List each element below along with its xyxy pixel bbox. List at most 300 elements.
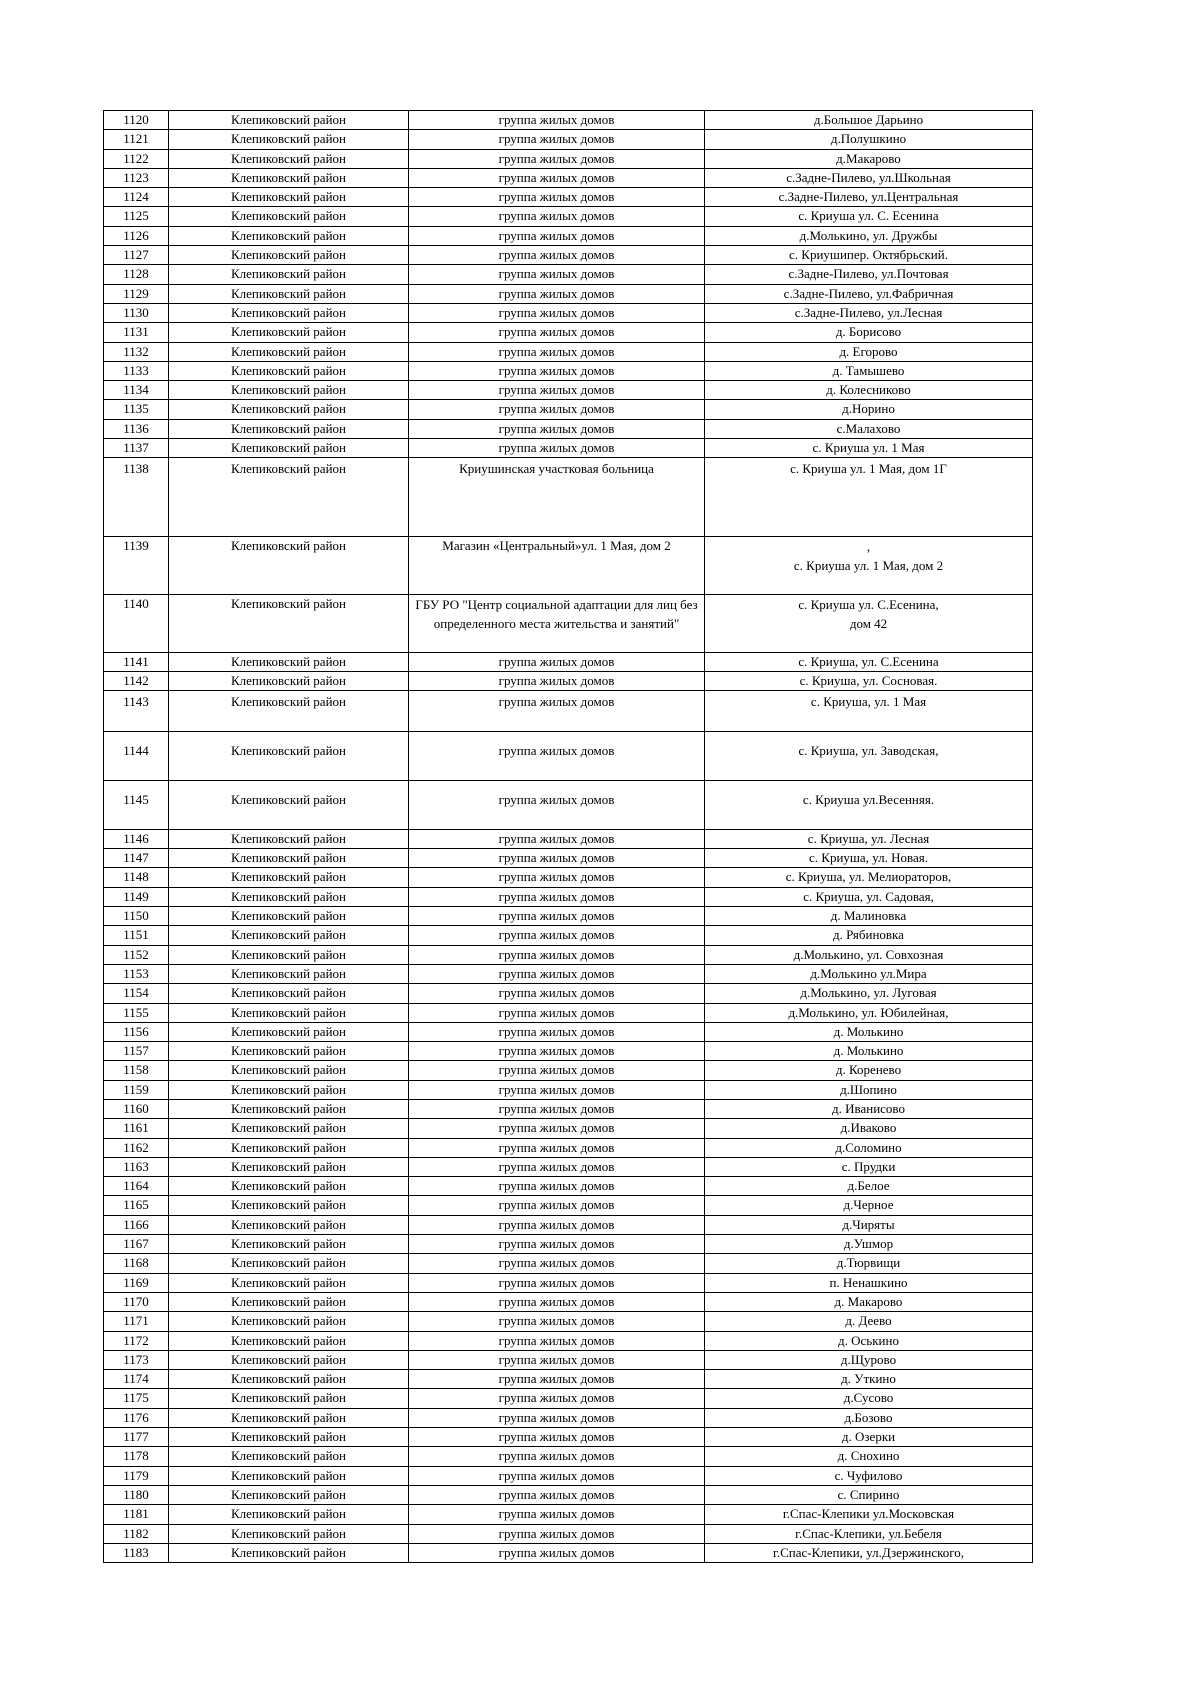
address-cell: с. Криуша ул. 1 Мая, дом 1Г: [705, 458, 1033, 537]
object-cell: группа жилых домов: [409, 246, 705, 265]
table-row: [104, 1524, 1033, 1543]
address-cell: д. Молькино: [705, 1042, 1033, 1061]
object-cell: группа жилых домов: [409, 1350, 705, 1369]
row-number-cell: 1177: [104, 1428, 169, 1447]
table-row: [104, 1157, 1033, 1176]
address-cell: с. Криуша ул. 1 Мая: [705, 439, 1033, 458]
address-cell: д.Соломино: [705, 1138, 1033, 1157]
table-row: [104, 1428, 1033, 1447]
row-number-cell: 1131: [104, 323, 169, 342]
object-cell: группа жилых домов: [409, 361, 705, 380]
address-cell: с. Криуша, ул. Лесная: [705, 829, 1033, 848]
table-row: [104, 1235, 1033, 1254]
district-cell: Клепиковский район: [169, 342, 409, 361]
object-cell: группа жилых домов: [409, 945, 705, 964]
row-number-cell: 1139: [104, 536, 169, 594]
row-number-cell: 1132: [104, 342, 169, 361]
object-cell: группа жилых домов: [409, 168, 705, 187]
address-cell: [705, 536, 1033, 594]
address-cell: с. Криуша, ул. Заводская,: [705, 732, 1033, 781]
district-cell: Клепиковский район: [169, 361, 409, 380]
address-cell: д. Колесниково: [705, 381, 1033, 400]
table-row: [104, 246, 1033, 265]
address-cell: д. Тамышево: [705, 361, 1033, 380]
row-number-cell: 1121: [104, 130, 169, 149]
district-cell: Клепиковский район: [169, 1273, 409, 1292]
district-cell: Клепиковский район: [169, 781, 409, 830]
address-cell: г.Спас-Клепики ул.Московская: [705, 1505, 1033, 1524]
table-row: [104, 672, 1033, 691]
district-cell: Клепиковский район: [169, 1138, 409, 1157]
district-cell: Клепиковский район: [169, 1215, 409, 1234]
row-number-cell: 1181: [104, 1505, 169, 1524]
address-cell: д. Егорово: [705, 342, 1033, 361]
row-number-cell: 1153: [104, 964, 169, 983]
district-cell: Клепиковский район: [169, 1177, 409, 1196]
table-row: [104, 1389, 1033, 1408]
district-cell: Клепиковский район: [169, 1157, 409, 1176]
object-cell: группа жилых домов: [409, 1080, 705, 1099]
address-cell: с. Криуша, ул. Мелиораторов,: [705, 868, 1033, 887]
object-cell: группа жилых домов: [409, 984, 705, 1003]
object-cell: группа жилых домов: [409, 439, 705, 458]
object-cell: группа жилых домов: [409, 1235, 705, 1254]
district-cell: Клепиковский район: [169, 149, 409, 168]
object-cell: группа жилых домов: [409, 149, 705, 168]
row-number-cell: 1148: [104, 868, 169, 887]
object-cell: группа жилых домов: [409, 130, 705, 149]
district-cell: Клепиковский район: [169, 303, 409, 322]
row-number-cell: 1161: [104, 1119, 169, 1138]
district-cell: Клепиковский район: [169, 594, 409, 652]
district-cell: Клепиковский район: [169, 1080, 409, 1099]
row-number-cell: 1127: [104, 246, 169, 265]
address-cell: с. Криуша ул. С. Есенина: [705, 207, 1033, 226]
row-number-cell: 1170: [104, 1292, 169, 1311]
district-cell: Клепиковский район: [169, 1350, 409, 1369]
object-cell: группа жилых домов: [409, 781, 705, 830]
row-number-cell: 1169: [104, 1273, 169, 1292]
table-row: [104, 887, 1033, 906]
object-cell: группа жилых домов: [409, 400, 705, 419]
district-cell: Клепиковский район: [169, 1061, 409, 1080]
district-cell: Клепиковский район: [169, 652, 409, 671]
row-number-cell: 1135: [104, 400, 169, 419]
object-cell: группа жилых домов: [409, 1099, 705, 1118]
district-cell: Клепиковский район: [169, 1543, 409, 1562]
table-row: [104, 1022, 1033, 1041]
table-row: [104, 1003, 1033, 1022]
table-row: [104, 439, 1033, 458]
row-number-cell: 1142: [104, 672, 169, 691]
object-cell: группа жилых домов: [409, 342, 705, 361]
row-number-cell: 1175: [104, 1389, 169, 1408]
row-number-cell: 1156: [104, 1022, 169, 1041]
district-cell: Клепиковский район: [169, 1370, 409, 1389]
objects-table: [103, 110, 1033, 1563]
table-row: [104, 829, 1033, 848]
address-cell: д.Сусово: [705, 1389, 1033, 1408]
object-cell: группа жилых домов: [409, 1331, 705, 1350]
table-row: [104, 1177, 1033, 1196]
row-number-cell: 1145: [104, 781, 169, 830]
address-cell: д.Черное: [705, 1196, 1033, 1215]
district-cell: Клепиковский район: [169, 887, 409, 906]
row-number-cell: 1171: [104, 1312, 169, 1331]
district-cell: Клепиковский район: [169, 458, 409, 537]
row-number-cell: 1152: [104, 945, 169, 964]
table-row: [104, 130, 1033, 149]
object-cell: группа жилых домов: [409, 907, 705, 926]
table-row: [104, 732, 1033, 781]
address-cell: д. Малиновка: [705, 907, 1033, 926]
district-cell: Клепиковский район: [169, 1119, 409, 1138]
row-number-cell: 1178: [104, 1447, 169, 1466]
district-cell: Клепиковский район: [169, 207, 409, 226]
address-cell: д.Молькино, ул. Дружбы: [705, 226, 1033, 245]
object-cell: группа жилых домов: [409, 1273, 705, 1292]
object-cell: группа жилых домов: [409, 419, 705, 438]
address-cell: с. Криуша, ул. 1 Мая: [705, 691, 1033, 732]
district-cell: Клепиковский район: [169, 439, 409, 458]
object-cell: группа жилых домов: [409, 303, 705, 322]
address-cell: с.Задне-Пилево, ул.Почтовая: [705, 265, 1033, 284]
row-number-cell: 1143: [104, 691, 169, 732]
table-row: [104, 1485, 1033, 1504]
object-cell: ГБУ РО "Центр социальной адаптации для лиц без определенного места жительства и занятий": [409, 594, 705, 652]
object-cell: группа жилых домов: [409, 691, 705, 732]
table-row: [104, 323, 1033, 342]
district-cell: Клепиковский район: [169, 672, 409, 691]
table-row: [104, 781, 1033, 830]
address-cell: с. Чуфилово: [705, 1466, 1033, 1485]
row-number-cell: 1168: [104, 1254, 169, 1273]
table-row: [104, 1215, 1033, 1234]
object-cell: группа жилых домов: [409, 1177, 705, 1196]
table-row: [104, 1119, 1033, 1138]
row-number-cell: 1160: [104, 1099, 169, 1118]
address-cell: д.Молькино, ул. Совхозная: [705, 945, 1033, 964]
object-cell: Магазин «Центральный»ул. 1 Мая, дом 2: [409, 536, 705, 594]
address-cell: д.Норино: [705, 400, 1033, 419]
row-number-cell: 1179: [104, 1466, 169, 1485]
object-cell: группа жилых домов: [409, 1524, 705, 1543]
row-number-cell: 1159: [104, 1080, 169, 1099]
district-cell: Клепиковский район: [169, 381, 409, 400]
table-row: [104, 1466, 1033, 1485]
address-cell: с.Задне-Пилево, ул.Центральная: [705, 188, 1033, 207]
table-row: [104, 361, 1033, 380]
table-row: [104, 303, 1033, 322]
district-cell: Клепиковский район: [169, 1505, 409, 1524]
district-cell: Клепиковский район: [169, 849, 409, 868]
address-cell: с. Криушипер. Октябрьский.: [705, 246, 1033, 265]
address-cell: д.Чиряты: [705, 1215, 1033, 1234]
district-cell: Клепиковский район: [169, 1099, 409, 1118]
district-cell: Клепиковский район: [169, 400, 409, 419]
district-cell: Клепиковский район: [169, 246, 409, 265]
table-row: [104, 868, 1033, 887]
table-row: [104, 381, 1033, 400]
row-number-cell: 1122: [104, 149, 169, 168]
row-number-cell: 1130: [104, 303, 169, 322]
row-number-cell: 1167: [104, 1235, 169, 1254]
address-cell: с. Криуша ул.Весенняя.: [705, 781, 1033, 830]
object-cell: Криушинская участковая больница: [409, 458, 705, 537]
table-row: [104, 1080, 1033, 1099]
document-sheet: [103, 110, 1032, 1563]
table-row: [104, 1042, 1033, 1061]
district-cell: Клепиковский район: [169, 1235, 409, 1254]
district-cell: Клепиковский район: [169, 1003, 409, 1022]
table-row: [104, 400, 1033, 419]
object-cell: группа жилых домов: [409, 964, 705, 983]
table-row: [104, 111, 1033, 130]
address-line: дом 42: [849, 615, 888, 631]
address-cell: д.Молькино, ул. Луговая: [705, 984, 1033, 1003]
district-cell: Клепиковский район: [169, 1447, 409, 1466]
table-row: [104, 1447, 1033, 1466]
object-cell: группа жилых домов: [409, 1447, 705, 1466]
district-cell: Клепиковский район: [169, 1389, 409, 1408]
row-number-cell: 1155: [104, 1003, 169, 1022]
address-cell: п. Ненашкино: [705, 1273, 1033, 1292]
object-cell: группа жилых домов: [409, 829, 705, 848]
row-number-cell: 1163: [104, 1157, 169, 1176]
table-row: [104, 1331, 1033, 1350]
address-cell: д. Озерки: [705, 1428, 1033, 1447]
district-cell: Клепиковский район: [169, 984, 409, 1003]
district-cell: Клепиковский район: [169, 111, 409, 130]
row-number-cell: 1173: [104, 1350, 169, 1369]
table-row: [104, 945, 1033, 964]
district-cell: Клепиковский район: [169, 829, 409, 848]
table-row: [104, 1408, 1033, 1427]
address-cell: д.Щурово: [705, 1350, 1033, 1369]
object-cell: группа жилых домов: [409, 188, 705, 207]
table-row: [104, 849, 1033, 868]
address-cell: д.Молькино ул.Мира: [705, 964, 1033, 983]
district-cell: Клепиковский район: [169, 130, 409, 149]
table-row: [104, 342, 1033, 361]
district-cell: Клепиковский район: [169, 945, 409, 964]
district-cell: Клепиковский район: [169, 284, 409, 303]
address-cell: с.Малахово: [705, 419, 1033, 438]
district-cell: Клепиковский район: [169, 536, 409, 594]
object-cell: группа жилых домов: [409, 868, 705, 887]
table-row: [104, 1196, 1033, 1215]
district-cell: Клепиковский район: [169, 226, 409, 245]
row-number-cell: 1123: [104, 168, 169, 187]
district-cell: Клепиковский район: [169, 265, 409, 284]
object-cell: группа жилых домов: [409, 1543, 705, 1562]
object-cell: группа жилых домов: [409, 1215, 705, 1234]
district-cell: Клепиковский район: [169, 1022, 409, 1041]
row-number-cell: 1172: [104, 1331, 169, 1350]
table-body: [104, 111, 1033, 1563]
object-cell: группа жилых домов: [409, 1042, 705, 1061]
table-row: [104, 1312, 1033, 1331]
row-number-cell: 1174: [104, 1370, 169, 1389]
district-cell: Клепиковский район: [169, 1408, 409, 1427]
row-number-cell: 1120: [104, 111, 169, 130]
district-cell: Клепиковский район: [169, 926, 409, 945]
row-number-cell: 1137: [104, 439, 169, 458]
object-cell: группа жилых домов: [409, 1312, 705, 1331]
table-row: [104, 691, 1033, 732]
table-row: [104, 226, 1033, 245]
table-row: [104, 1061, 1033, 1080]
row-number-cell: 1176: [104, 1408, 169, 1427]
row-number-cell: 1138: [104, 458, 169, 537]
address-cell: д.Ушмор: [705, 1235, 1033, 1254]
district-cell: Клепиковский район: [169, 1331, 409, 1350]
row-number-cell: 1182: [104, 1524, 169, 1543]
row-number-cell: 1183: [104, 1543, 169, 1562]
object-cell: группа жилых домов: [409, 732, 705, 781]
address-cell: с. Криуша, ул. Сосновая.: [705, 672, 1033, 691]
object-cell: группа жилых домов: [409, 926, 705, 945]
object-cell: группа жилых домов: [409, 1428, 705, 1447]
address-cell: г.Спас-Клепики, ул.Бебеля: [705, 1524, 1033, 1543]
object-cell: группа жилых домов: [409, 1254, 705, 1273]
row-number-cell: 1126: [104, 226, 169, 245]
object-cell: группа жилых домов: [409, 1003, 705, 1022]
address-cell: г.Спас-Клепики, ул.Дзержинского,: [705, 1543, 1033, 1562]
row-number-cell: 1164: [104, 1177, 169, 1196]
address-cell: д. Борисово: [705, 323, 1033, 342]
address-cell: д.Тюрвищи: [705, 1254, 1033, 1273]
district-cell: Клепиковский район: [169, 907, 409, 926]
object-cell: группа жилых домов: [409, 1505, 705, 1524]
row-number-cell: 1157: [104, 1042, 169, 1061]
district-cell: Клепиковский район: [169, 1428, 409, 1447]
row-number-cell: 1158: [104, 1061, 169, 1080]
table-row: [104, 1350, 1033, 1369]
district-cell: Клепиковский район: [169, 691, 409, 732]
row-number-cell: 1180: [104, 1485, 169, 1504]
object-cell: группа жилых домов: [409, 849, 705, 868]
row-number-cell: 1128: [104, 265, 169, 284]
address-cell: д.Макарово: [705, 149, 1033, 168]
address-cell: д.Большое Дарьино: [705, 111, 1033, 130]
address-cell: д.Бозово: [705, 1408, 1033, 1427]
table-row: [104, 419, 1033, 438]
address-line: с. Криуша ул. С.Есенина,: [798, 596, 939, 612]
address-cell: с. Спирино: [705, 1485, 1033, 1504]
district-cell: Клепиковский район: [169, 168, 409, 187]
object-cell: группа жилых домов: [409, 672, 705, 691]
address-cell: [705, 594, 1033, 652]
table-row: [104, 536, 1033, 594]
district-cell: Клепиковский район: [169, 188, 409, 207]
object-cell: группа жилых домов: [409, 284, 705, 303]
address-cell: с. Прудки: [705, 1157, 1033, 1176]
row-number-cell: 1144: [104, 732, 169, 781]
row-number-cell: 1133: [104, 361, 169, 380]
row-number-cell: 1166: [104, 1215, 169, 1234]
address-cell: д. Деево: [705, 1312, 1033, 1331]
object-cell: группа жилых домов: [409, 1466, 705, 1485]
row-number-cell: 1141: [104, 652, 169, 671]
object-cell: группа жилых домов: [409, 1138, 705, 1157]
table-row: [104, 1292, 1033, 1311]
district-cell: Клепиковский район: [169, 1524, 409, 1543]
district-cell: Клепиковский район: [169, 1254, 409, 1273]
table-row: [104, 1370, 1033, 1389]
table-row: [104, 907, 1033, 926]
table-row: [104, 1543, 1033, 1562]
object-cell: группа жилых домов: [409, 111, 705, 130]
district-cell: Клепиковский район: [169, 323, 409, 342]
district-cell: Клепиковский район: [169, 964, 409, 983]
address-cell: д. Оськино: [705, 1331, 1033, 1350]
district-cell: Клепиковский район: [169, 1485, 409, 1504]
object-cell: группа жилых домов: [409, 207, 705, 226]
object-cell: группа жилых домов: [409, 381, 705, 400]
address-line: ,: [866, 538, 871, 554]
district-cell: Клепиковский район: [169, 1196, 409, 1215]
table-row: [104, 458, 1033, 537]
row-number-cell: 1136: [104, 419, 169, 438]
district-cell: Клепиковский район: [169, 1312, 409, 1331]
address-cell: с. Криуша, ул. Новая.: [705, 849, 1033, 868]
table-row: [104, 149, 1033, 168]
row-number-cell: 1151: [104, 926, 169, 945]
address-cell: д.Молькино, ул. Юбилейная,: [705, 1003, 1033, 1022]
address-cell: д. Коренево: [705, 1061, 1033, 1080]
address-cell: с.Задне-Пилево, ул.Фабричная: [705, 284, 1033, 303]
row-number-cell: 1134: [104, 381, 169, 400]
object-cell: группа жилых домов: [409, 1292, 705, 1311]
address-cell: д. Снохино: [705, 1447, 1033, 1466]
row-number-cell: 1149: [104, 887, 169, 906]
table-row: [104, 284, 1033, 303]
table-row: [104, 265, 1033, 284]
address-cell: с.Задне-Пилево, ул.Школьная: [705, 168, 1033, 187]
object-cell: группа жилых домов: [409, 1022, 705, 1041]
row-number-cell: 1146: [104, 829, 169, 848]
table-row: [104, 188, 1033, 207]
table-row: [104, 168, 1033, 187]
table-row: [104, 1138, 1033, 1157]
address-cell: с. Криуша, ул. С.Есенина: [705, 652, 1033, 671]
address-cell: д.Шопино: [705, 1080, 1033, 1099]
object-cell: группа жилых домов: [409, 1119, 705, 1138]
address-cell: д.Иваково: [705, 1119, 1033, 1138]
object-cell: группа жилых домов: [409, 887, 705, 906]
table-row: [104, 1273, 1033, 1292]
table-row: [104, 1254, 1033, 1273]
object-cell: группа жилых домов: [409, 323, 705, 342]
address-cell: д. Иванисово: [705, 1099, 1033, 1118]
object-cell: группа жилых домов: [409, 1485, 705, 1504]
object-cell: группа жилых домов: [409, 1408, 705, 1427]
object-cell: группа жилых домов: [409, 226, 705, 245]
district-cell: Клепиковский район: [169, 1466, 409, 1485]
district-cell: Клепиковский район: [169, 419, 409, 438]
table-row: [104, 984, 1033, 1003]
object-cell: группа жилых домов: [409, 1389, 705, 1408]
row-number-cell: 1165: [104, 1196, 169, 1215]
district-cell: Клепиковский район: [169, 732, 409, 781]
table-row: [104, 1505, 1033, 1524]
row-number-cell: 1147: [104, 849, 169, 868]
address-cell: д. Молькино: [705, 1022, 1033, 1041]
address-cell: с.Задне-Пилево, ул.Лесная: [705, 303, 1033, 322]
table-row: [104, 964, 1033, 983]
address-cell: д. Рябиновка: [705, 926, 1033, 945]
